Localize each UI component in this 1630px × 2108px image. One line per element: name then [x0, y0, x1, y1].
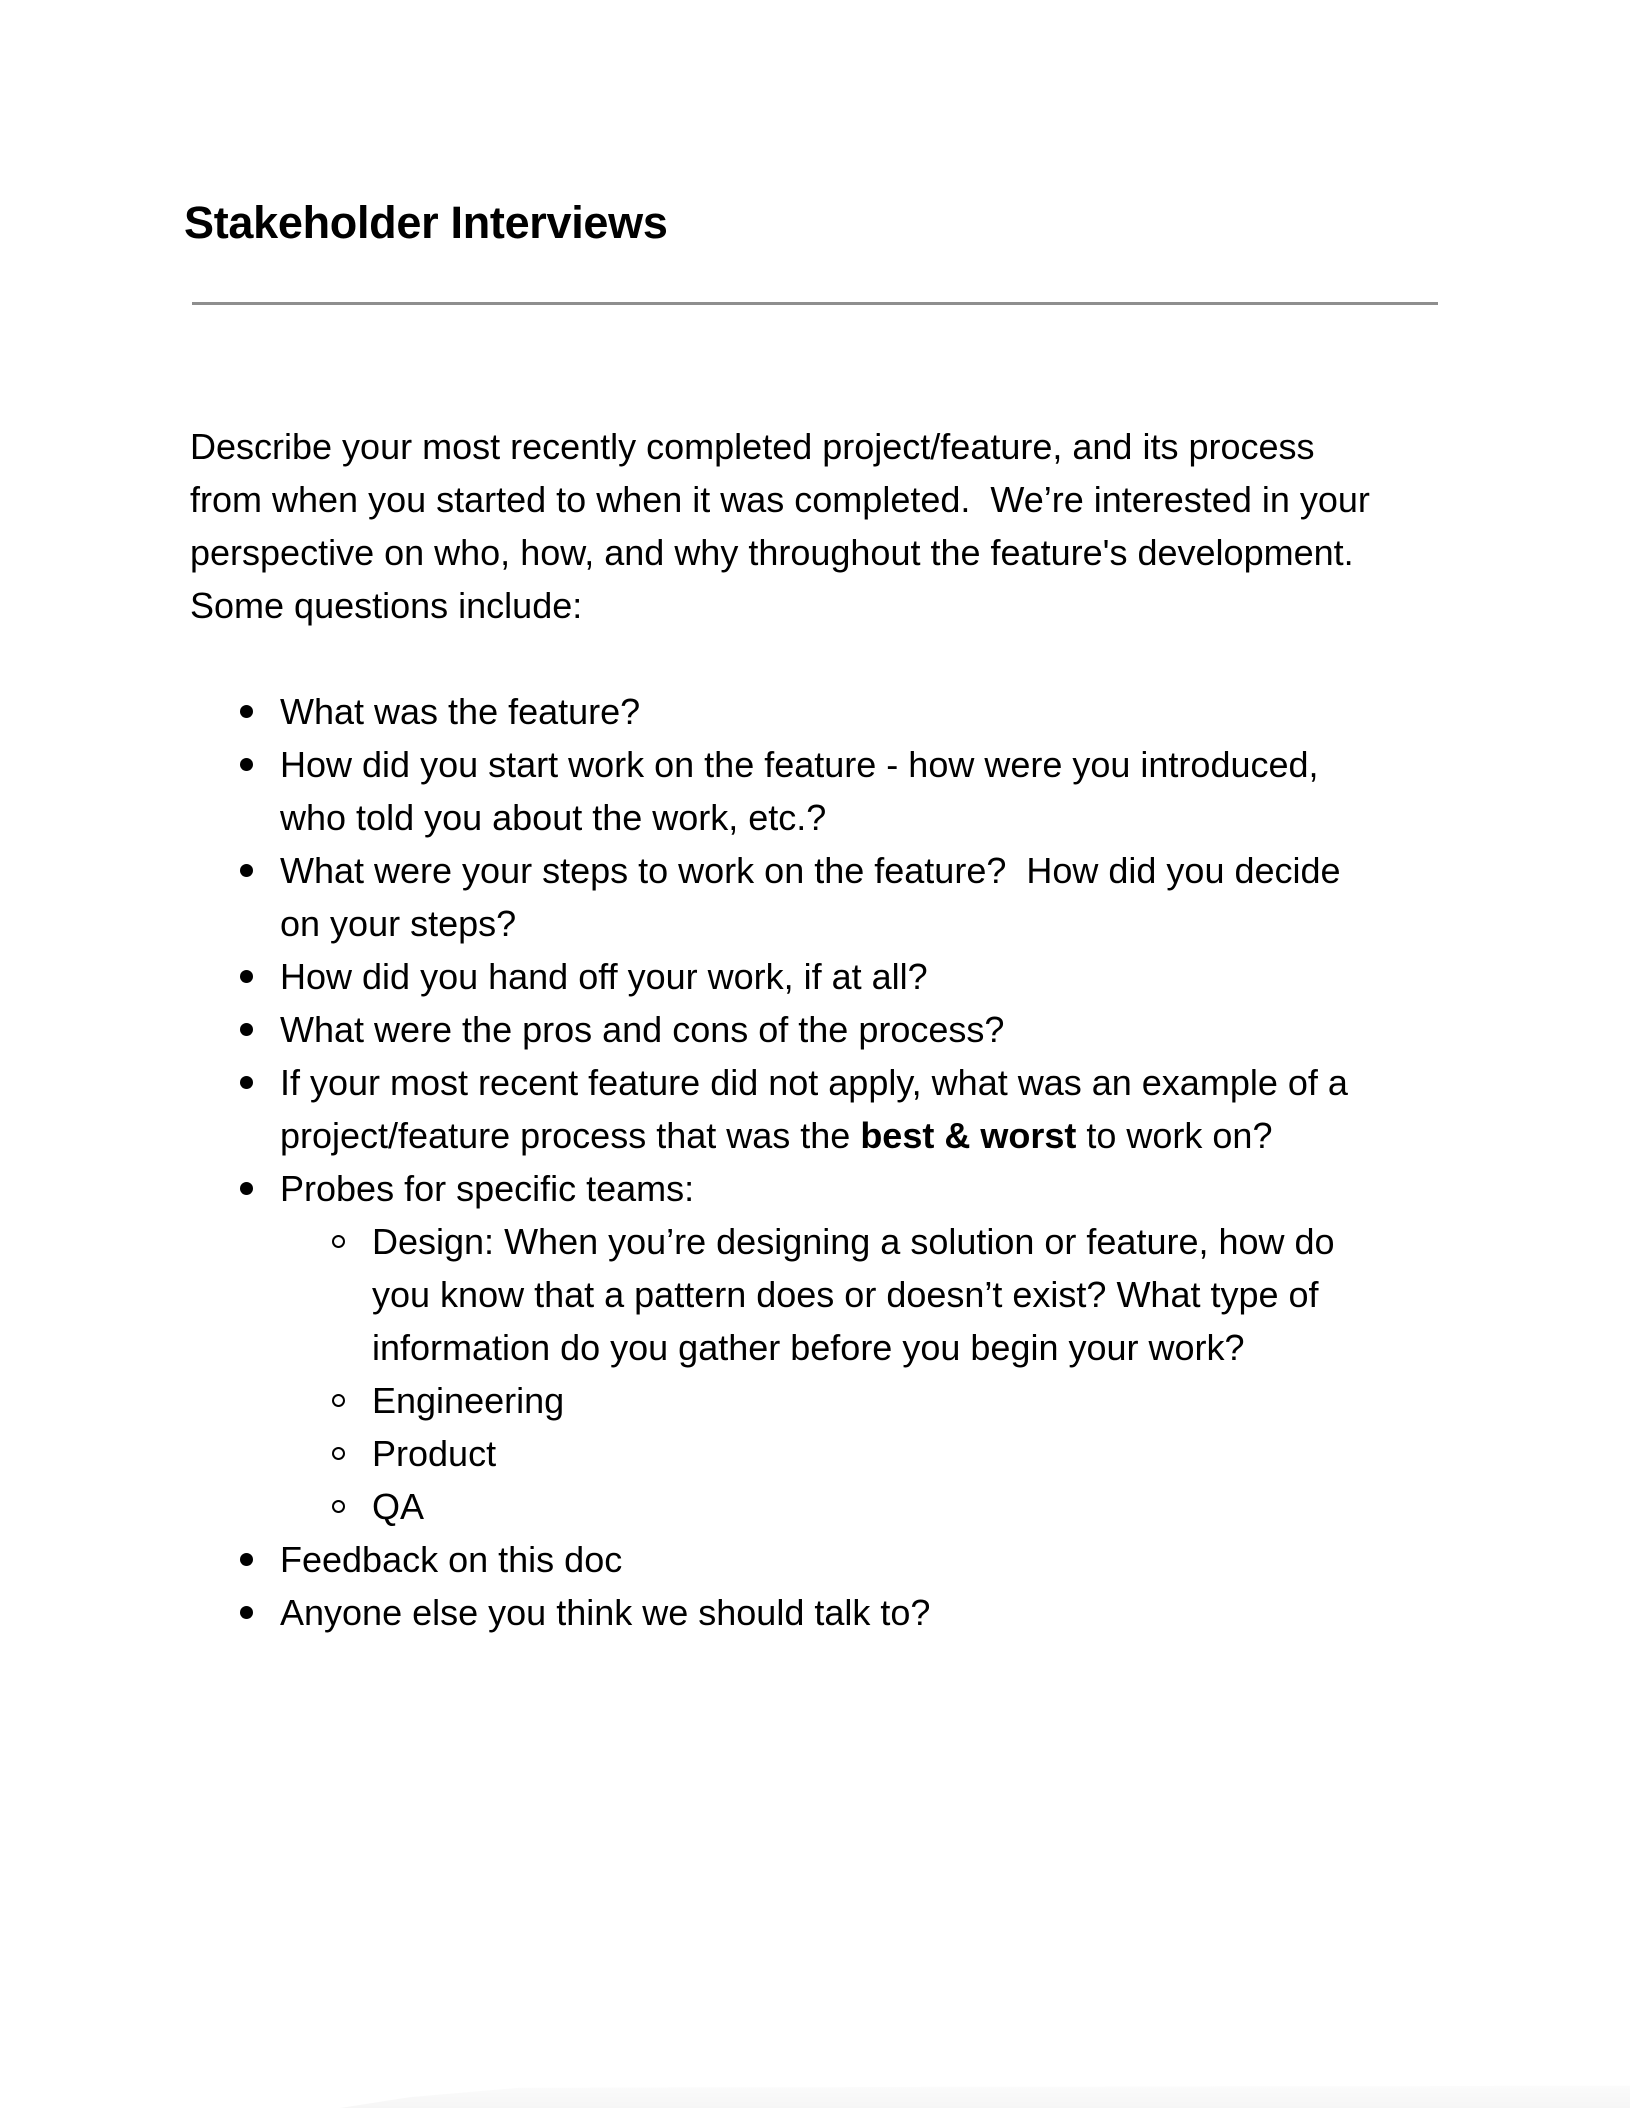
title-divider — [192, 302, 1438, 305]
list-item-line: on your steps? — [280, 903, 517, 944]
emphasized-text: best & worst — [860, 1115, 1077, 1156]
list-item-line: Anyone else you think we should talk to? — [280, 1592, 931, 1633]
list-item-line: How did you hand off your work, if at all? — [280, 956, 928, 997]
list-item — [190, 738, 1470, 844]
bullet-dot-icon — [240, 1182, 253, 1195]
bullet-dot-icon — [240, 758, 253, 771]
list-item — [190, 950, 1470, 1003]
bullet-dot-icon — [240, 970, 253, 983]
question-list — [190, 685, 1470, 1639]
list-item-line: What were the pros and cons of the process? — [280, 1009, 1005, 1050]
list-item — [190, 1533, 1470, 1586]
list-item — [190, 1480, 1470, 1533]
list-item-line: Probes for specific teams: — [280, 1168, 695, 1209]
intro-paragraph — [190, 420, 1470, 632]
bullet-dot-icon — [240, 1023, 253, 1036]
list-item-line: who told you about the work, etc.? — [280, 797, 827, 838]
bullet-circle-icon — [332, 1394, 345, 1407]
list-item-line: Design: When you’re designing a solution or feature, how do — [372, 1221, 1335, 1262]
bullet-dot-icon — [240, 705, 253, 718]
bullet-circle-icon — [332, 1447, 345, 1460]
bullet-dot-icon — [240, 1606, 253, 1619]
list-item-line: QA — [372, 1486, 425, 1527]
list-item — [190, 1427, 1470, 1480]
list-item-line: Feedback on this doc — [280, 1539, 623, 1580]
list-item-line: Engineering — [372, 1380, 565, 1421]
list-item-line: you know that a pattern does or doesn’t exist? What type of — [372, 1274, 1319, 1315]
text-segment: to work on? — [1076, 1115, 1273, 1156]
paragraph-line: Some questions include: — [190, 585, 583, 626]
bottom-shade — [340, 2082, 1630, 2108]
document-title: Stakeholder Interviews — [184, 197, 668, 248]
bullet-dot-icon — [240, 1553, 253, 1566]
list-item — [190, 1162, 1470, 1215]
bullet-circle-icon — [332, 1500, 345, 1513]
text-segment: project/feature process that was the — [280, 1115, 861, 1156]
list-item-line: What were your steps to work on the feature? How did you decide — [280, 850, 1341, 891]
list-item — [190, 1056, 1470, 1162]
list-item — [190, 1374, 1470, 1427]
list-item — [190, 1215, 1470, 1374]
paragraph-line: from when you started to when it was completed. We’re interested in your — [190, 479, 1370, 520]
bullet-dot-icon — [240, 864, 253, 877]
paragraph-line: Describe your most recently completed project/feature, and its process — [190, 426, 1315, 467]
list-item — [190, 1586, 1470, 1639]
list-item — [190, 844, 1470, 950]
list-item-line: If your most recent feature did not apply, what was an example of a — [280, 1062, 1348, 1103]
list-item-line — [190, 1109, 1470, 1162]
bullet-dot-icon — [240, 1076, 253, 1089]
list-item-line: What was the feature? — [280, 691, 641, 732]
list-item — [190, 685, 1470, 738]
list-item-line: Product — [372, 1433, 497, 1474]
paragraph-line: perspective on who, how, and why throughout the feature's development. — [190, 532, 1354, 573]
bullet-circle-icon — [332, 1235, 345, 1248]
list-item-line: information do you gather before you begin your work? — [372, 1327, 1245, 1368]
document-body — [190, 420, 1470, 1639]
blank-line — [190, 632, 1470, 685]
list-item — [190, 1003, 1470, 1056]
list-item-line: How did you start work on the feature - how were you introduced, — [280, 744, 1319, 785]
